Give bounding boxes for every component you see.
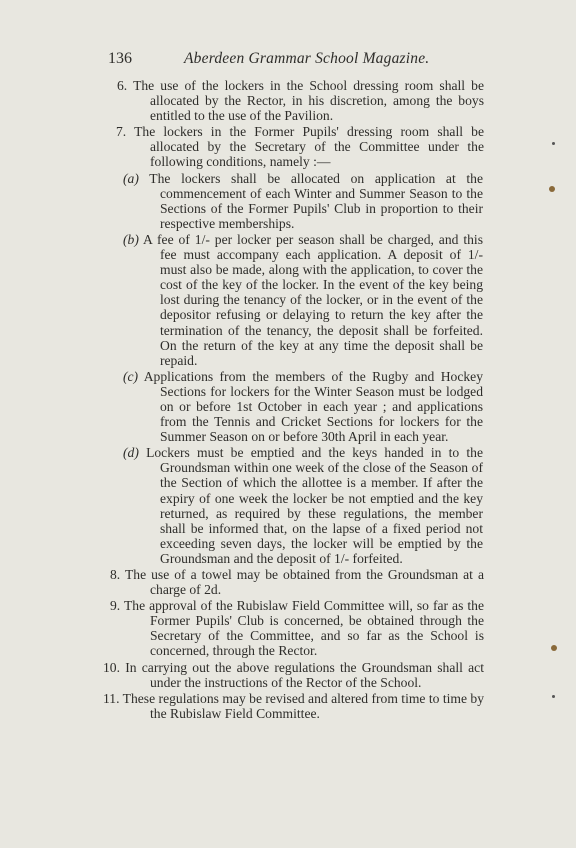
binding-hole-mark	[549, 186, 555, 192]
regulation-7-label: 7.	[116, 124, 127, 140]
regulation-7d-text: Lockers must be emptied and the keys handed in to the Groundsman within one week of the close of the Season of the Section of which the allottee is a member. If after the expiry of one week the locker be not emptied and the key returned, as required by these regulations, the member shall be informed that, on the lapse of a fixed period not exceeding seven days, the locker will be emptied by the Groundsman and the deposit of 1/- forfeited.	[146, 445, 483, 566]
regulation-7-text: The lockers in the Former Pupils' dressing room shall be allocated by the Secretary of the Committee under the following conditions, namely :—	[134, 124, 484, 170]
regulation-7a-label: (a)	[123, 170, 139, 186]
regulation-7c-text: Applications from the members of the Rugby and Hockey Sections for lockers for the Winter Season must be lodged on or before 1st October in each year ; and applications from the Tennis and Cricket Sections for lockers for the Summer Season on or before 30th April in each year.	[143, 368, 483, 445]
regulation-8-label: 8.	[110, 567, 121, 582]
regulations-list	[0, 78, 576, 721]
regulation-10	[103, 659, 484, 690]
regulation-7d-label: (d)	[123, 445, 139, 461]
regulation-11-text: These regulations may be revised and altered from time to time by the Rubislaw Field Committee.	[122, 690, 485, 721]
regulation-7a	[123, 170, 484, 231]
regulation-9-label: 9.	[110, 598, 121, 614]
regulation-7b	[123, 231, 483, 368]
regulation-6-label: 6.	[117, 78, 128, 93]
page-header	[108, 50, 488, 70]
regulation-7	[116, 124, 484, 170]
regulation-11-label: 11.	[103, 690, 120, 706]
regulation-10-text: In carrying out the above regulations the Groundsman shall act under the instructions of the Rector of the School.	[125, 659, 484, 690]
speck-mark	[552, 142, 555, 145]
regulation-9	[110, 598, 484, 659]
regulation-8	[110, 567, 484, 598]
running-title: Aberdeen Grammar School Magazine.	[184, 50, 430, 67]
regulation-10-label: 10.	[103, 659, 120, 675]
regulation-7c	[123, 368, 483, 445]
regulation-7b-label: (b)	[123, 231, 139, 247]
regulation-9-text: The approval of the Rubislaw Field Committee will, so far as the Former Pupils' Club is concerned, be obtained through the Secretary of the Committee, and so far as the School is concerned, through the Rector.	[123, 598, 484, 659]
regulation-7d	[123, 445, 483, 566]
regulation-11	[103, 690, 485, 721]
regulation-7b-text: A fee of 1/- per locker per season shall be charged, and this fee must accompany each application. A deposit of 1/- must also be made, along with the application, to cover the cost of the key of the locker. In the event of the key being lost during the tenancy of the locker, or in the event of the depositor refusing or delaying to return the key after the termination of the tenancy, the deposit shall be forfeited. On the return of the key at any time the deposit shall be repaid.	[143, 231, 483, 368]
speck-mark	[552, 695, 555, 698]
regulation-8-text: The use of a towel may be obtained from the Groundsman at a charge of 2d.	[124, 567, 484, 598]
page-number: 136	[108, 50, 132, 67]
regulation-6-text: The use of the lockers in the School dressing room shall be allocated by the Rector, in his discretion, among the boys entitled to the use of the Pavilion.	[133, 78, 484, 124]
binding-hole-mark	[551, 645, 557, 651]
regulation-6	[117, 78, 484, 124]
regulation-7c-label: (c)	[123, 368, 139, 384]
regulation-7a-text: The lockers shall be allocated on application at the commencement of each Winter and Summer Season to the Sections of the Former Pupils' Club in proportion to their respective memberships.	[149, 170, 484, 231]
